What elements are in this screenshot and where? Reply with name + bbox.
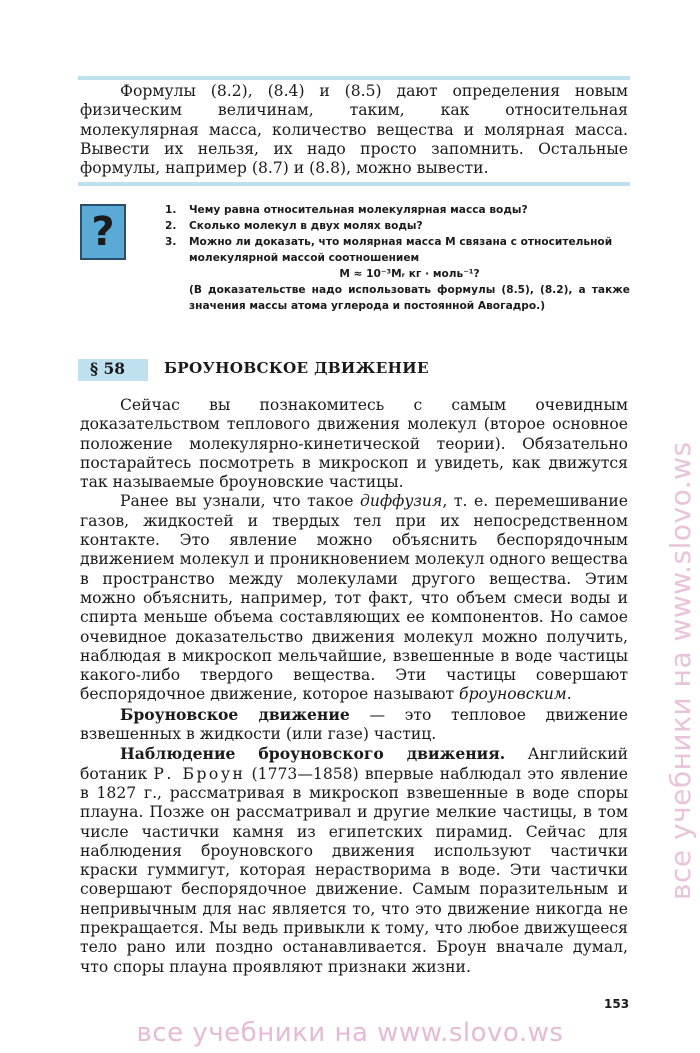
question-text: Чему равна относительная молекулярная масса воды? (189, 204, 528, 216)
intro-paragraph (80, 82, 628, 178)
paragraph-diffusion-end: . (566, 685, 572, 704)
question-item (165, 234, 630, 266)
section-title: БРОУНОВСКОЕ ДВИЖЕНИЕ (164, 359, 429, 377)
subheading-observation: Наблюдение броуновского движения. (120, 744, 506, 764)
question-item (165, 218, 630, 234)
term-brownian: броуновским (459, 685, 567, 704)
definition-text: — это тепловое движение взвешенных в жидкости (или газе) частиц. (80, 705, 628, 744)
observation-lead: Английский ботаник (80, 745, 628, 783)
definition-term: Броуновское движение (120, 704, 350, 724)
question-number: 2. (165, 220, 177, 232)
question-mark-icon (80, 204, 126, 260)
molar-mass-formula: M ≈ 10⁻³Mᵣ кг · моль⁻¹? (339, 268, 480, 280)
section-heading (80, 355, 628, 383)
intro-text: Формулы (8.2), (8.4) и (8.5) дают определения новым физическим величинам, таким, как относительная молекулярная масса, количество вещества и молярная масса. Вывести их нельзя, их надо просто запомнить. Остальные формулы, например (8.7) и (8.8), можно вывести. (80, 82, 628, 178)
paragraph-observation (80, 744, 628, 977)
paragraph-diffusion-body: , т. е. перемешивание газов, жидкостей и твердых тел при их непосредственном контакте. Это явление можно объяснить беспорядочным движением молекул и проникновением молекул одного вещества в пространство между молекулами другого вещества. Этим можно объяснить, например, тот факт, что объем смеси воды и спирта меньше объема составляющих ее компонентов. Но самое очевидное доказательство движения молекул можно получить, наблюдая в микроскоп мельчайшие, взвешенные в воде частицы какого-либо твердого вещества. Эти частицы совершают беспорядочное движение, которое называют (80, 492, 628, 704)
section-body (80, 396, 628, 977)
review-questions (165, 202, 630, 314)
paragraph-definition (80, 705, 628, 745)
paragraph-diffusion (80, 492, 628, 704)
section-number: § 58 (90, 359, 126, 378)
question-text: Можно ли доказать, что молярная масса M связана с относительной молекулярной массой соотношением (189, 236, 613, 264)
scientist-name: Р. Броун (153, 764, 246, 783)
question-item (165, 202, 630, 218)
watermark-side: все учебники на www.slovo.ws (664, 441, 697, 900)
watermark-bottom: все учебники на www.slovo.ws (136, 1018, 564, 1048)
question-mark-glyph: ? (91, 209, 115, 255)
paragraph-intro: Сейчас вы познакомитесь с самым очевидным доказательством теплового движения молекул (второе основное положение молекулярно-кинетической теории). Обязательно постарайтесь посмотреть в микроскоп и увидеть, как движутся так называемые броуновские частицы. (80, 396, 628, 492)
paragraph-diffusion-lead: Ранее вы узнали, что такое (120, 492, 361, 511)
intro-bottom-divider (78, 182, 630, 186)
question-hint: (В доказательстве надо использовать формулы (8.5), (8.2), а также значения массы атома углерода и постоянной Авогадро.) (189, 284, 630, 312)
term-diffusion: диффузия (360, 492, 443, 511)
observation-body: (1773—1858) впервые наблюдал это явление в 1827 г., рассматривая в микроскоп взвешенные в воде споры плауна. Позже он рассматривал и другие мелкие частицы, в том числе частички камня из египетских пирамид. Сейчас для наблюдения броуновского движения используют частички краски гуммигут, которая нерастворима в воде. Эти частички совершают беспорядочное движение. Самым поразительным и непривычным для нас является то, что это движение никогда не прекращается. Мы ведь привыкли к тому, что любое движущееся тело рано или поздно останавливается. Броун вначале думал, что споры плауна проявляют признаки жизни. (80, 764, 628, 976)
question-number: 3. (165, 236, 177, 248)
question-text: Сколько молекул в двух молях воды? (189, 220, 423, 232)
question-number: 1. (165, 204, 177, 216)
page-number: 153 (604, 997, 630, 1011)
top-divider (78, 76, 630, 80)
